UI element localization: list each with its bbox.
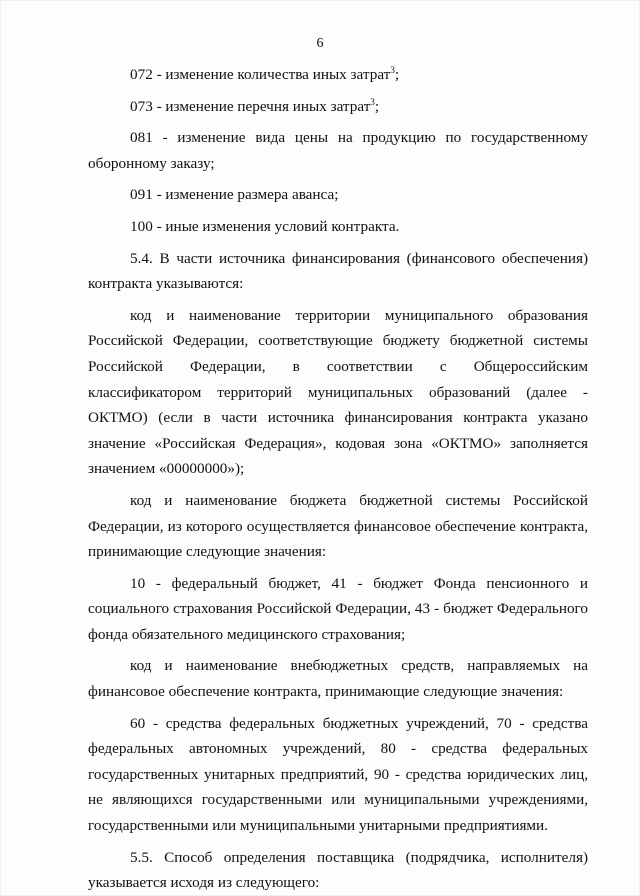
list-item-081: 081 - изменение вида цены на продукцию по государственному оборонному заказу; bbox=[88, 129, 588, 172]
section-5-4-heading: 5.4. В части источника финансирования (финансового обеспечения) контракта указываются: bbox=[88, 249, 588, 293]
list-item-073 bbox=[88, 94, 588, 120]
list-item-100: 100 - иные изменения условий контракта. bbox=[130, 217, 400, 235]
page-number: 6 bbox=[316, 36, 324, 51]
paragraph-budget-code: код и наименование бюджета бюджетной системы Российской Федерации, из которого осуществляется финансовое обеспечение контракта, принимающие следующие значения: bbox=[88, 491, 588, 561]
item-text: 073 - изменение перечня иных затрат bbox=[130, 97, 371, 115]
paragraph-extrabudget-code: код и наименование внебюджетных средств, направляемых на финансовое обеспечение контракта, принимающие следующие значения: bbox=[88, 657, 588, 701]
paragraph-extrabudget-values: 60 - средства федеральных бюджетных учреждений, 70 - средства федеральных автономных учреждений, 80 - средства федеральных государственных унитарных предприятий, 90 - средства юридических лиц, не являющихся государственными или муниципальными учреждениями, государственными или муниципальными унитарными предприятиями. bbox=[88, 714, 588, 835]
document-body bbox=[88, 62, 588, 896]
paragraph-budget-values: 10 - федеральный бюджет, 41 - бюджет Фонда пенсионного и социального страхования Российской Федерации, 43 - бюджет Федерального фонда обязательного медицинского страхования; bbox=[88, 574, 588, 643]
item-tail: ; bbox=[394, 66, 400, 83]
item-text: 072 - изменение количества иных затрат bbox=[130, 66, 391, 83]
list-item-091: 091 - изменение размера аванса; bbox=[130, 186, 339, 204]
section-5-5-heading: 5.5. Способ определения поставщика (подрядчика, исполнителя) указывается исходя из следующего: bbox=[88, 848, 588, 892]
paragraph-oktmo: код и наименование территории муниципального образования Российской Федерации, соответствующие бюджету бюджетной системы Российской Федерации, в соответствии с Общероссийским классификатором территорий муниципальных образований (далее - ОКТМО) (если в части источника финансирования контракта указано значение «Российская Федерация», кодовая зона «ОКТМО» заполняется значением «00000000»); bbox=[88, 306, 588, 478]
item-tail: ; bbox=[374, 97, 380, 115]
footnote-ref: 3 bbox=[390, 65, 395, 75]
list-item-072 bbox=[88, 62, 588, 88]
footnote-ref: 3 bbox=[370, 96, 375, 107]
